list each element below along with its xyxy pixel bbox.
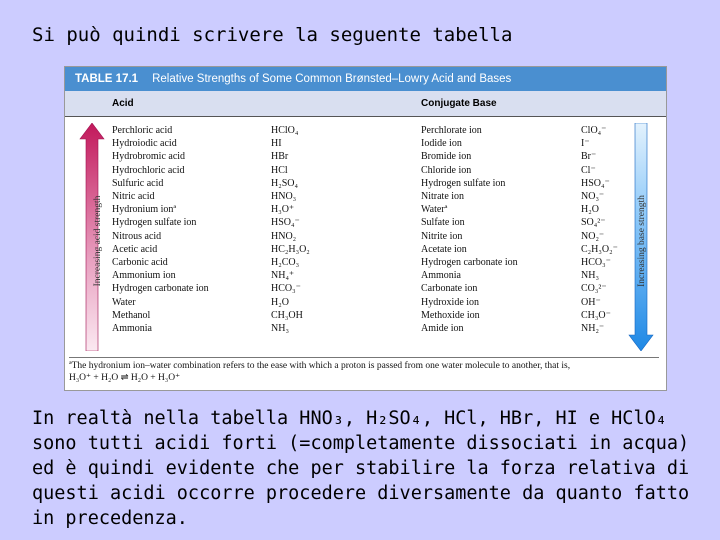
table-row bbox=[65, 151, 666, 163]
table-row bbox=[65, 125, 666, 137]
acid-name: Ammonia bbox=[112, 323, 152, 334]
base-formula: NH₂⁻ bbox=[581, 323, 605, 334]
acid-name: Methanol bbox=[112, 309, 151, 321]
header-conjugate-base: Conjugate Base bbox=[421, 98, 497, 109]
acid-name: Hydrobromic acid bbox=[112, 151, 186, 163]
acid-name: Ammonium ion bbox=[112, 270, 176, 282]
base-name: Perchlorate ion bbox=[421, 125, 482, 136]
acid-formula: HCl bbox=[271, 164, 288, 176]
table-row bbox=[65, 217, 666, 229]
table-row bbox=[65, 323, 666, 335]
base-strength-label: Increasing base strength bbox=[637, 195, 647, 287]
base-name: Chloride ion bbox=[421, 164, 472, 176]
table-title: Relative Strengths of Some Common Brønsted–Lowry Acid and Bases bbox=[152, 73, 512, 85]
header-acid: Acid bbox=[112, 98, 134, 109]
acid-formula: CH₃OH bbox=[271, 309, 303, 321]
base-name: Waterª bbox=[421, 204, 448, 216]
acid-name: Water bbox=[112, 296, 136, 308]
acid-formula: HNO₃ bbox=[271, 191, 297, 202]
table-header bbox=[65, 91, 666, 117]
table-row bbox=[65, 244, 666, 256]
acid-formula: HBr bbox=[271, 151, 289, 163]
acid-name: Sulfuric acid bbox=[112, 177, 164, 189]
acid-name: Hydronium ionª bbox=[112, 204, 177, 216]
table-number: TABLE 17.1 bbox=[75, 73, 139, 85]
acid-formula: HI bbox=[271, 138, 282, 150]
acid-name: Acetic acid bbox=[112, 243, 158, 255]
table-row bbox=[65, 138, 666, 150]
base-name: Iodide ion bbox=[421, 138, 462, 150]
acid-strength-label: Increasing acid strength bbox=[93, 195, 103, 287]
table-row bbox=[65, 191, 666, 203]
base-name: Nitrate ion bbox=[421, 191, 465, 202]
base-formula: I⁻ bbox=[581, 138, 590, 150]
acid-name: Hydrochloric acid bbox=[112, 164, 185, 176]
base-formula: NH₃ bbox=[581, 270, 599, 282]
base-formula: ClO₄⁻ bbox=[581, 125, 607, 136]
base-formula: CO₃²⁻ bbox=[581, 283, 607, 295]
acid-name: Hydroiodic acid bbox=[112, 138, 177, 150]
acid-formula: HC₂H₃O₂ bbox=[271, 243, 310, 255]
table-footnote bbox=[69, 357, 659, 384]
acid-formula: HSO₄⁻ bbox=[271, 217, 300, 229]
base-name: Methoxide ion bbox=[421, 309, 480, 321]
table-row bbox=[65, 310, 666, 322]
table-row bbox=[65, 297, 666, 309]
base-formula: HSO₄⁻ bbox=[581, 177, 610, 189]
base-name: Acetate ion bbox=[421, 243, 467, 255]
base-formula: NO₂⁻ bbox=[581, 230, 605, 242]
slide-heading: Si può quindi scrivere la seguente tabella bbox=[32, 24, 513, 46]
acid-formula: NH₃ bbox=[271, 323, 289, 334]
base-name: Hydrogen sulfate ion bbox=[421, 177, 506, 189]
acid-formula: H₃O⁺ bbox=[271, 204, 295, 216]
acid-formula: H₂O bbox=[271, 296, 289, 308]
base-formula: HCO₃⁻ bbox=[581, 257, 611, 268]
table-row bbox=[65, 283, 666, 295]
base-name: Amide ion bbox=[421, 323, 464, 334]
acid-formula: HClO₄ bbox=[271, 125, 299, 136]
base-formula: C₂H₃O₂⁻ bbox=[581, 243, 618, 255]
table-title-bar bbox=[65, 67, 666, 91]
acid-name: Perchloric acid bbox=[112, 125, 173, 136]
base-formula: SO₄²⁻ bbox=[581, 217, 606, 229]
base-formula: Cl⁻ bbox=[581, 164, 596, 176]
base-formula: Br⁻ bbox=[581, 151, 597, 163]
base-formula: NO₃⁻ bbox=[581, 191, 605, 202]
acid-name: Nitrous acid bbox=[112, 230, 162, 242]
table-row bbox=[65, 270, 666, 282]
footnote-equation: H₃O⁺ + H₂O ⇌ H₂O + H₃O⁺ bbox=[69, 373, 181, 383]
base-name: Bromide ion bbox=[421, 151, 472, 163]
base-formula: OH⁻ bbox=[581, 296, 601, 308]
base-name: Hydroxide ion bbox=[421, 296, 480, 308]
acid-name: Carbonic acid bbox=[112, 257, 168, 268]
acid-formula: NH₄⁺ bbox=[271, 270, 295, 282]
base-formula: CH₃O⁻ bbox=[581, 309, 611, 321]
acid-formula: HNO₂ bbox=[271, 230, 297, 242]
base-name: Carbonate ion bbox=[421, 283, 478, 295]
table-row bbox=[65, 257, 666, 269]
base-name: Ammonia bbox=[421, 270, 461, 282]
table-row bbox=[65, 231, 666, 243]
acid-formula: HCO₃⁻ bbox=[271, 283, 301, 295]
footnote-text: ªThe hydronium ion–water combination refers to the ease with which a proton is passed from one water molecule to another, that is, bbox=[69, 361, 571, 371]
acid-formula: H₂SO₄ bbox=[271, 177, 298, 189]
table-row bbox=[65, 165, 666, 177]
base-name: Nitrite ion bbox=[421, 230, 463, 242]
base-name: Hydrogen carbonate ion bbox=[421, 257, 518, 268]
acid-name: Hydrogen sulfate ion bbox=[112, 217, 197, 229]
table-row bbox=[65, 204, 666, 216]
body-paragraph: In realtà nella tabella HNO₃, H₂SO₄, HCl, HBr, HI e HClO₄ sono tutti acidi forti (=completamente dissociati in acqua) ed è quindi evidente che per stabilire la forza relativa di questi acidi occorre procedere diversamente da quanto fatto in precedenza. bbox=[32, 408, 690, 529]
acid-formula: H₂CO₃ bbox=[271, 257, 300, 268]
table-row bbox=[65, 178, 666, 190]
acid-base-table bbox=[64, 66, 667, 391]
base-name: Sulfate ion bbox=[421, 217, 465, 229]
acid-name: Nitric acid bbox=[112, 191, 155, 202]
base-formula: H₂O bbox=[581, 204, 599, 216]
acid-name: Hydrogen carbonate ion bbox=[112, 283, 209, 295]
